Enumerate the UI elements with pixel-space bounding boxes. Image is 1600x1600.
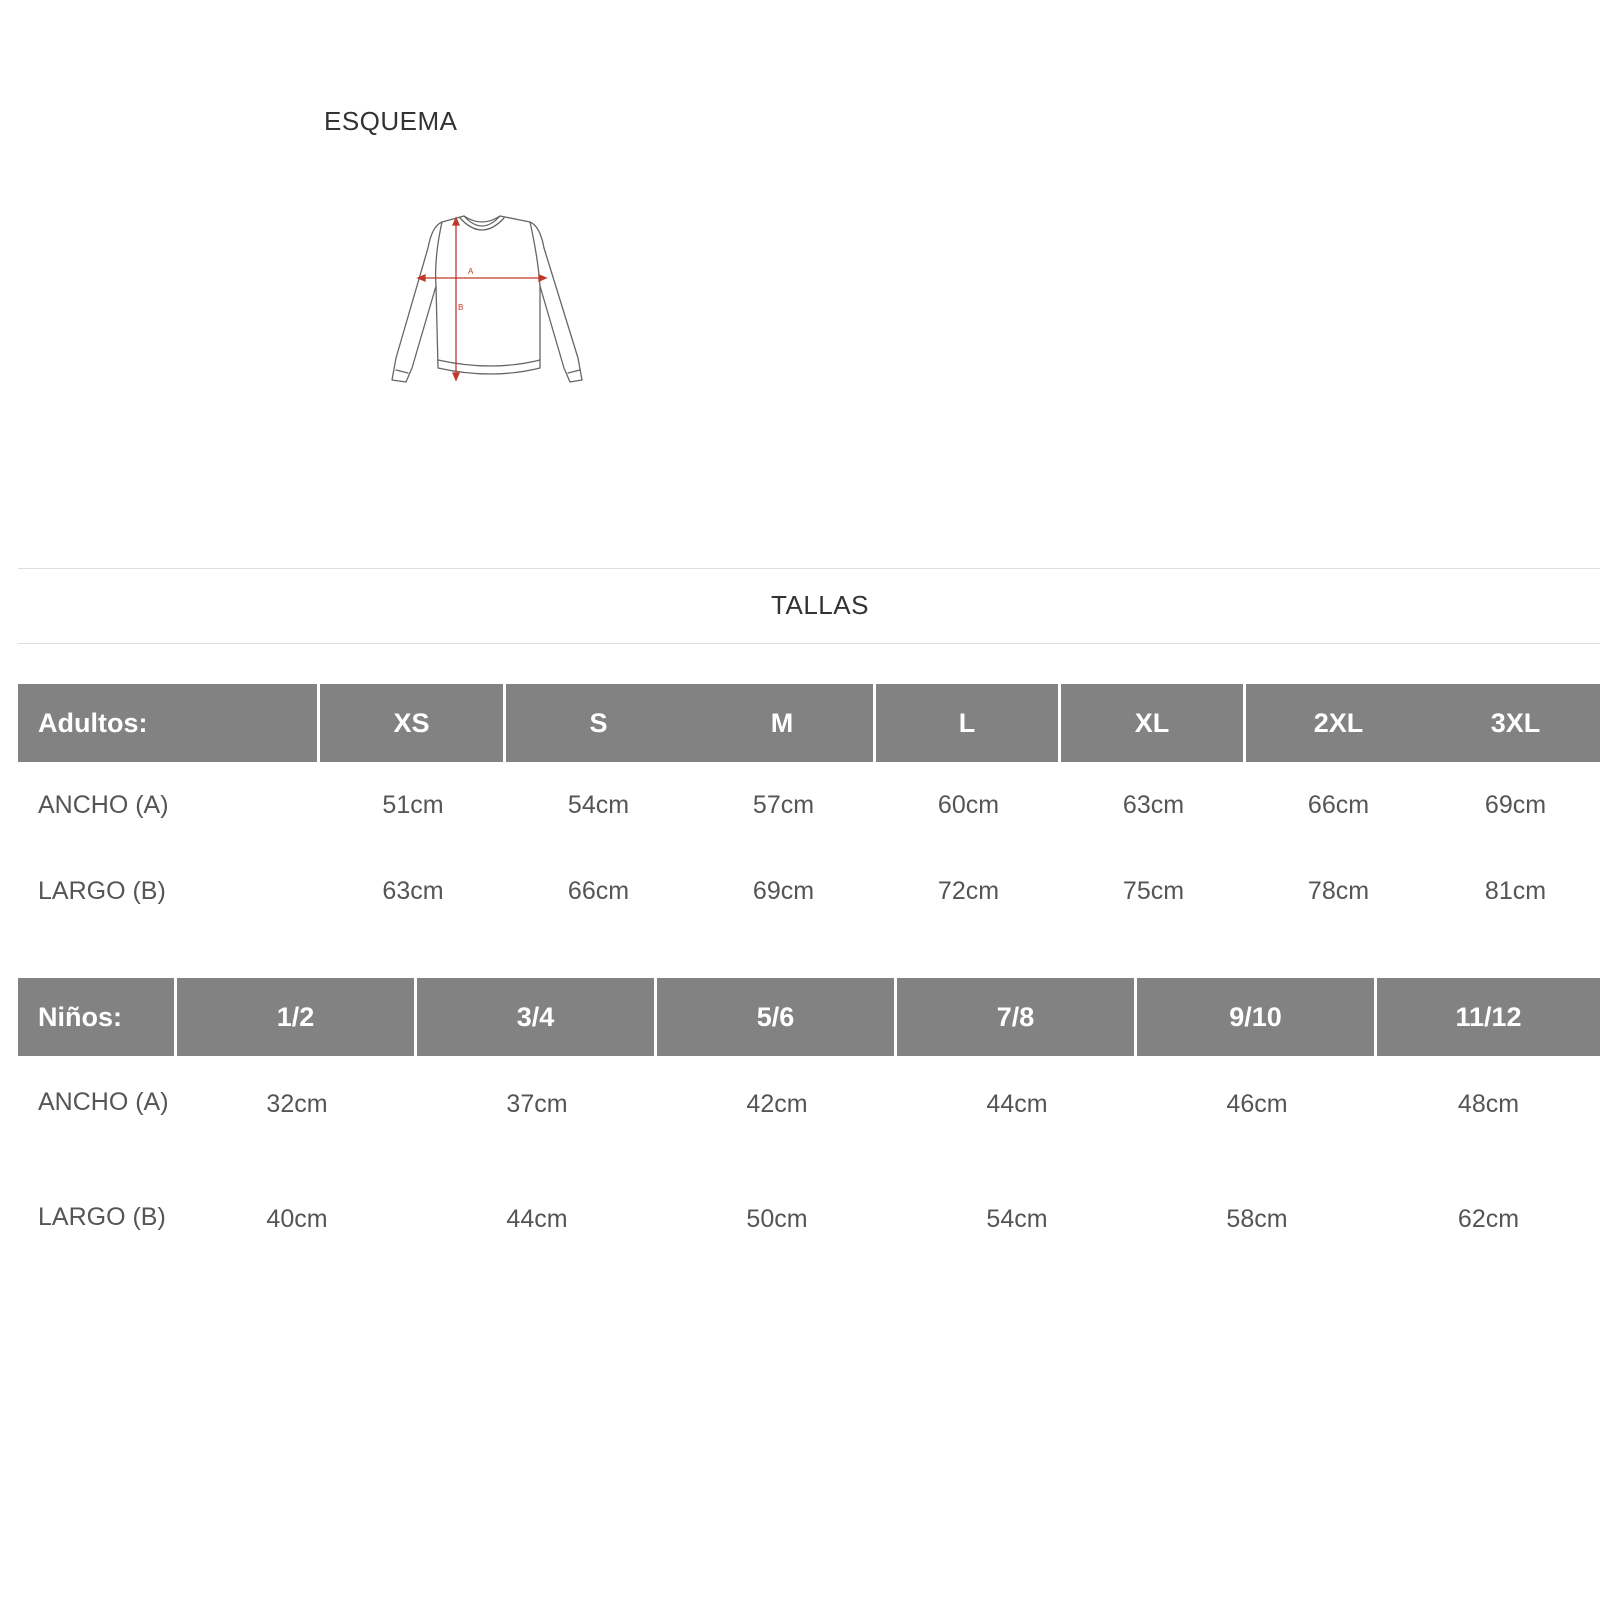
adult-size-s: S	[506, 684, 691, 762]
kids-size-3-4: 3/4	[417, 978, 657, 1056]
table-cell: 51cm	[382, 791, 444, 819]
table-cell: 75cm	[1122, 877, 1185, 905]
table-cell: 48cm	[1457, 1090, 1520, 1118]
table-cell: 63cm	[1122, 791, 1185, 819]
adult-size-l: L	[876, 684, 1061, 762]
table-cell: 46cm	[1226, 1090, 1288, 1118]
table-cell: 69cm	[752, 877, 815, 905]
table-cell: 66cm	[567, 877, 630, 905]
adult-size-3xl: 3XL	[1431, 684, 1600, 762]
kids-size-9-10: 9/10	[1137, 978, 1377, 1056]
adult-size-xl: XL	[1061, 684, 1246, 762]
table-row	[18, 1171, 1600, 1286]
table-cell: 60cm	[937, 791, 1000, 819]
table-cell: 81cm	[1484, 877, 1547, 905]
table-cell: 32cm	[266, 1090, 328, 1118]
kids-size-7-8: 7/8	[897, 978, 1137, 1056]
adult-header-row	[18, 684, 1600, 762]
table-cell: 62cm	[1457, 1205, 1520, 1233]
table-cell: 72cm	[937, 877, 1000, 905]
kids-header-label: Niños:	[18, 978, 177, 1056]
table-cell: 50cm	[746, 1205, 808, 1233]
adult-size-m: M	[691, 684, 876, 762]
table-cell: 37cm	[506, 1090, 568, 1118]
sizes-title: TALLAS	[771, 590, 869, 620]
table-cell: 44cm	[506, 1205, 568, 1233]
adult-size-2xl: 2XL	[1246, 684, 1431, 762]
svg-text:B: B	[458, 303, 464, 312]
adult-size-table	[18, 684, 1600, 934]
svg-text:A: A	[468, 267, 474, 276]
table-cell: 58cm	[1226, 1205, 1288, 1233]
table-cell: 54cm	[986, 1205, 1048, 1233]
table-cell: 66cm	[1307, 791, 1370, 819]
table-cell: 44cm	[986, 1090, 1048, 1118]
table-cell: 63cm	[382, 877, 444, 905]
table-cell: 42cm	[746, 1090, 808, 1118]
kids-header-row	[18, 978, 1600, 1056]
table-cell: 57cm	[752, 791, 815, 819]
row-label: LARGO (B)	[38, 877, 166, 905]
row-label: ANCHO (A)	[38, 791, 169, 819]
schema-title: ESQUEMA	[324, 106, 458, 136]
adult-header-label: Adultos:	[18, 684, 320, 762]
table-cell: 40cm	[266, 1205, 328, 1233]
table-row	[18, 1056, 1600, 1171]
kids-size-5-6: 5/6	[657, 978, 897, 1056]
kids-size-1-2: 1/2	[177, 978, 417, 1056]
row-label: ANCHO (A)	[38, 1088, 169, 1116]
row-label: LARGO (B)	[38, 1203, 166, 1231]
kids-size-11-12: 11/12	[1377, 978, 1600, 1056]
kids-size-table	[18, 978, 1600, 1286]
table-cell: 78cm	[1307, 877, 1370, 905]
table-row	[18, 848, 1600, 934]
table-row	[18, 762, 1600, 848]
sweater-diagram	[372, 208, 604, 398]
table-cell: 54cm	[567, 791, 630, 819]
adult-size-xs: XS	[320, 684, 506, 762]
table-cell: 69cm	[1484, 791, 1547, 819]
